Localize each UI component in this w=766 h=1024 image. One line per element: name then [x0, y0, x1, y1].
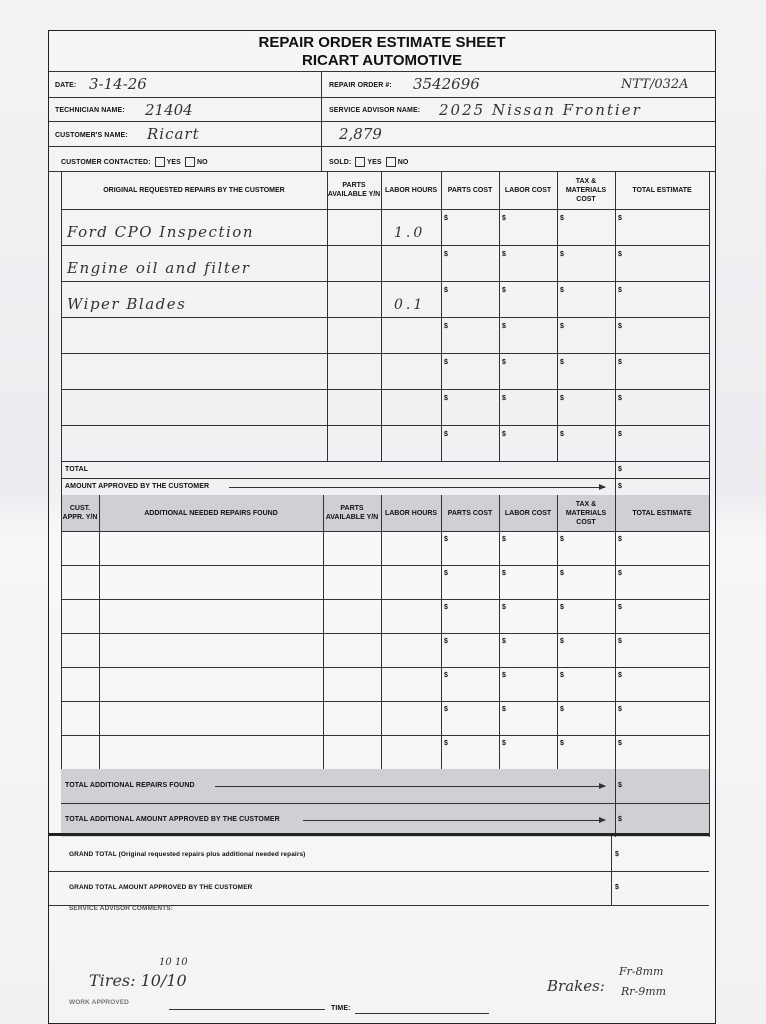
t2-total-found-arrow: [215, 786, 605, 787]
t1-dollar-cell[interactable]: $: [502, 359, 506, 366]
t1-dollar-cell[interactable]: $: [444, 359, 448, 366]
t2-dollar-cell[interactable]: $: [444, 638, 448, 645]
brakes-front: Fr-8mm: [619, 965, 664, 978]
date-value[interactable]: 3-14-26: [89, 75, 147, 93]
t2-dollar-cell[interactable]: $: [502, 706, 506, 713]
tires-top-note: 10 10: [159, 957, 188, 968]
t2-dollar-cell[interactable]: $: [560, 604, 564, 611]
grand-approved-label: GRAND TOTAL AMOUNT APPROVED BY THE CUSTOMER: [69, 884, 253, 891]
technician-label: TECHNICIAN NAME:: [55, 107, 125, 114]
repair-order-value[interactable]: 3542696: [413, 75, 480, 93]
t2-dollar-cell[interactable]: $: [502, 536, 506, 543]
t1-header-4: LABOR COST: [504, 186, 552, 194]
t1-dollar-cell[interactable]: $: [560, 359, 564, 366]
t2-dollar-cell[interactable]: $: [618, 570, 622, 577]
t1-header-0: ORIGINAL REQUESTED REPAIRS BY THE CUSTOMER: [103, 186, 285, 194]
t2-dollar-cell[interactable]: $: [618, 604, 622, 611]
grand-total-label: GRAND TOTAL (Original requested repairs plus additional needed repairs): [69, 851, 306, 858]
contacted-no-checkbox[interactable]: [185, 157, 195, 167]
sold-no-checkbox[interactable]: [386, 157, 396, 167]
customer-label: CUSTOMER'S NAME:: [55, 132, 128, 139]
t2-dollar-cell[interactable]: $: [502, 740, 506, 747]
t2-dollar-cell[interactable]: $: [560, 536, 564, 543]
customer-contacted-label: CUSTOMER CONTACTED: YES NO: [61, 158, 208, 166]
t2-dollar-cell[interactable]: $: [444, 740, 448, 747]
t2-header-4: PARTS COST: [447, 509, 493, 517]
t2-dollar-cell[interactable]: $: [560, 672, 564, 679]
t1-dollar-cell[interactable]: $: [618, 251, 622, 258]
t1-header-1: PARTS AVAILABLE Y/N: [327, 182, 381, 198]
t1-approved-arrow: [229, 487, 605, 488]
t1-dollar-cell[interactable]: $: [618, 359, 622, 366]
t1-dollar-cell[interactable]: $: [560, 395, 564, 402]
t1-approved-value[interactable]: $: [618, 483, 622, 490]
t2-dollar-cell[interactable]: $: [560, 638, 564, 645]
t2-header-3: LABOR HOURS: [384, 509, 438, 517]
contacted-yes-checkbox[interactable]: [155, 157, 165, 167]
t1-approved-label: AMOUNT APPROVED BY THE CUSTOMER: [65, 483, 210, 490]
t2-dollar-cell[interactable]: $: [618, 638, 622, 645]
t2-dollar-cell[interactable]: $: [618, 536, 622, 543]
t1-repair-cell[interactable]: Ford CPO Inspection: [67, 223, 254, 241]
t1-total-value[interactable]: $: [618, 466, 622, 473]
brakes-note: Brakes:: [547, 977, 605, 995]
company-name: RICART AUTOMOTIVE: [302, 52, 462, 69]
t2-dollar-cell[interactable]: $: [444, 706, 448, 713]
t2-dollar-cell[interactable]: $: [444, 604, 448, 611]
sold-yes-checkbox[interactable]: [355, 157, 365, 167]
t2-total-found-value[interactable]: $: [618, 782, 622, 789]
t1-dollar-cell[interactable]: $: [618, 395, 622, 402]
t1-dollar-cell[interactable]: $: [444, 215, 448, 222]
t2-dollar-cell[interactable]: $: [502, 638, 506, 645]
t2-total-approved-label: TOTAL ADDITIONAL AMOUNT APPROVED BY THE CUSTOMER: [65, 816, 280, 823]
t2-dollar-cell[interactable]: $: [502, 672, 506, 679]
t2-dollar-cell[interactable]: $: [560, 706, 564, 713]
t2-header-2: PARTS AVAILABLE Y/N: [325, 505, 379, 521]
t2-header-7: TOTAL ESTIMATE: [632, 509, 692, 517]
t2-dollar-cell[interactable]: $: [444, 536, 448, 543]
t1-header-2: LABOR HOURS: [384, 186, 438, 194]
t1-dollar-cell[interactable]: $: [502, 395, 506, 402]
t1-dollar-cell[interactable]: $: [618, 287, 622, 294]
t2-header-0: CUST. APPR. Y/N: [62, 505, 98, 521]
t2-dollar-cell[interactable]: $: [618, 740, 622, 747]
t1-dollar-cell[interactable]: $: [444, 431, 448, 438]
t2-total-approved-arrow: [303, 820, 605, 821]
repair-order-extra: NTT/032A: [621, 77, 689, 92]
t1-dollar-cell[interactable]: $: [618, 323, 622, 330]
t1-repair-cell[interactable]: Engine oil and filter: [67, 259, 251, 277]
advisor-label: SERVICE ADVISOR NAME:: [329, 107, 421, 114]
t2-total-approved-value[interactable]: $: [618, 816, 622, 823]
t2-total-found-label: TOTAL ADDITIONAL REPAIRS FOUND: [65, 782, 195, 789]
technician-value[interactable]: 21404: [145, 101, 193, 119]
t2-header-5: LABOR COST: [504, 509, 552, 517]
t2-dollar-cell[interactable]: $: [560, 740, 564, 747]
grand-approved-value[interactable]: $: [615, 884, 619, 891]
t2-dollar-cell[interactable]: $: [618, 672, 622, 679]
t1-dollar-cell[interactable]: $: [444, 395, 448, 402]
t1-dollar-cell[interactable]: $: [502, 251, 506, 258]
tires-note: Tires: 10/10: [89, 971, 187, 990]
t2-dollar-cell[interactable]: $: [444, 672, 448, 679]
advisor-value[interactable]: 2025 Nissan Frontier: [439, 101, 642, 119]
t1-header-5: TAX & MATERIALS COST: [565, 177, 607, 203]
t1-dollar-cell[interactable]: $: [560, 215, 564, 222]
comments-label: SERVICE ADVISOR COMMENTS:: [69, 905, 173, 912]
t2-dollar-cell[interactable]: $: [560, 570, 564, 577]
repair-order-label: REPAIR ORDER #:: [329, 82, 392, 89]
t1-hours-cell[interactable]: 1.0: [394, 225, 426, 241]
t1-dollar-cell[interactable]: $: [444, 251, 448, 258]
t1-header-6: TOTAL ESTIMATE: [632, 186, 692, 194]
t1-dollar-cell[interactable]: $: [502, 431, 506, 438]
t2-dollar-cell[interactable]: $: [618, 706, 622, 713]
t1-total-label: TOTAL: [65, 466, 89, 473]
t1-dollar-cell[interactable]: $: [444, 323, 448, 330]
t2-dollar-cell[interactable]: $: [444, 570, 448, 577]
time-label: TIME:: [331, 1005, 351, 1012]
t1-dollar-cell[interactable]: $: [560, 323, 564, 330]
t1-dollar-cell[interactable]: $: [618, 431, 622, 438]
t1-dollar-cell[interactable]: $: [502, 323, 506, 330]
mileage-value[interactable]: 2,879: [339, 125, 382, 143]
t2-header-6: TAX & MATERIALS COST: [565, 500, 607, 526]
sheet-header: [49, 31, 715, 71]
customer-value[interactable]: Ricart: [147, 125, 200, 143]
work-approved-label: WORK APPROVED: [69, 999, 129, 1006]
t1-header-3: PARTS COST: [447, 186, 493, 194]
t1-dollar-cell[interactable]: $: [560, 431, 564, 438]
t2-dollar-cell[interactable]: $: [502, 604, 506, 611]
t1-dollar-cell[interactable]: $: [618, 215, 622, 222]
sheet-title: REPAIR ORDER ESTIMATE SHEET: [258, 34, 506, 51]
t1-dollar-cell[interactable]: $: [444, 287, 448, 294]
sold-label: SOLD: YES NO: [329, 158, 409, 166]
brakes-rear: Rr-9mm: [621, 985, 667, 998]
date-label: DATE:: [55, 82, 77, 89]
estimate-sheet: [48, 30, 716, 1024]
t1-dollar-cell[interactable]: $: [560, 287, 564, 294]
t1-repair-cell[interactable]: Wiper Blades: [67, 295, 187, 313]
t1-dollar-cell[interactable]: $: [560, 251, 564, 258]
t1-hours-cell[interactable]: 0.1: [394, 297, 426, 313]
t1-dollar-cell[interactable]: $: [502, 287, 506, 294]
t2-header-1: ADDITIONAL NEEDED REPAIRS FOUND: [144, 509, 278, 517]
t1-dollar-cell[interactable]: $: [502, 215, 506, 222]
t2-dollar-cell[interactable]: $: [502, 570, 506, 577]
grand-total-value[interactable]: $: [615, 851, 619, 858]
